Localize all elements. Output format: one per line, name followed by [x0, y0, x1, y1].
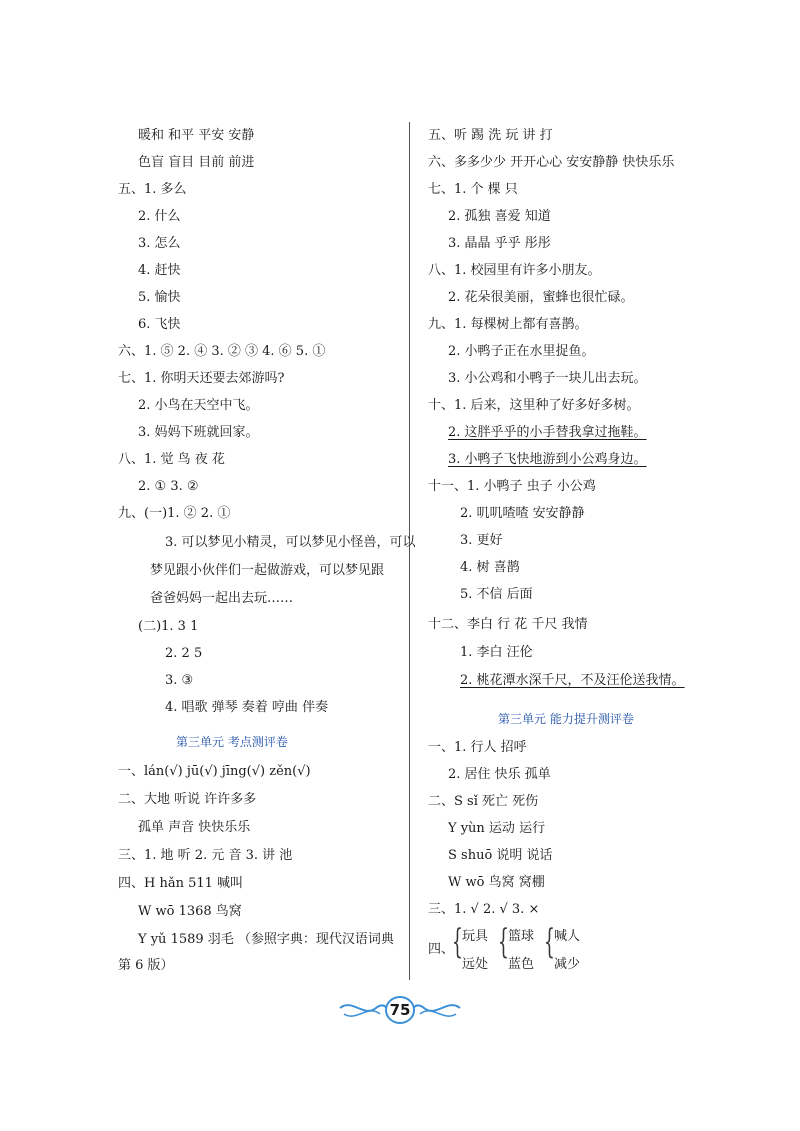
text-line: 2. 桃花潭水深千尺，不及汪伦送我情。 — [460, 673, 685, 688]
text-line: 3. 可以梦见小精灵，可以梦见小怪兽，可以 — [165, 535, 416, 550]
text-line: 2. 花朵很美丽，蜜蜂也很忙碌。 — [448, 290, 634, 305]
text-line: 2. 这胖乎乎的小手替我拿过拖鞋。 — [448, 425, 647, 440]
text-line: 3. ③ — [165, 673, 194, 688]
text-line: 2. ① 3. ② — [138, 479, 199, 494]
text-line: 四、 — [428, 942, 455, 957]
text-line: 6. 飞快 — [138, 317, 181, 332]
text-line: 3. 妈妈下班就回家。 — [138, 425, 259, 440]
text-line: 七、1. 个 棵 只 — [428, 182, 518, 197]
section-title: 第三单元 能力提升测评卷 — [498, 712, 634, 726]
section-title: 第三单元 考点测评卷 — [176, 735, 288, 749]
text-line: 3. 小鸭子飞快地游到小公鸡身边。 — [448, 452, 647, 467]
text-line: 3. 怎么 — [138, 236, 181, 251]
text-line: 十一、1. 小鸭子 虫子 小公鸡 — [428, 479, 596, 494]
text-line: 色盲 盲目 目前 前进 — [138, 155, 255, 170]
text-line: S shuō 说明 说话 — [448, 848, 553, 863]
text-line: 二、大地 听说 许许多多 — [118, 792, 257, 807]
text-line: 篮球 — [508, 929, 535, 944]
page-number: 75 — [389, 1001, 411, 1019]
text-line: 4. 树 喜鹊 — [460, 560, 520, 575]
divider-line — [409, 122, 410, 980]
text-line: 三、1. 地 听 2. 元 音 3. 讲 池 — [118, 848, 293, 863]
text-line: 七、1. 你明天还要去郊游吗? — [118, 371, 285, 386]
text-line: Y yǔ 1589 羽毛 （参照字典：现代汉语词典 — [138, 932, 394, 947]
text-line: 2. 小鸟在天空中飞。 — [138, 398, 259, 413]
text-line: 2. 2 5 — [165, 646, 203, 661]
text-line: 2. 居住 快乐 孤单 — [448, 767, 551, 782]
text-line: W wō 1368 鸟窝 — [138, 904, 242, 919]
text-line: 2. 孤独 喜爱 知道 — [448, 209, 551, 224]
text-line: 1. 李白 汪伦 — [460, 645, 533, 660]
brace-icon: { — [452, 922, 463, 962]
text-line: 3. 更好 — [460, 533, 503, 548]
text-line: 5. 愉快 — [138, 290, 181, 305]
text-line: 2. 叽叽喳喳 安安静静 — [460, 506, 585, 521]
text-line: Y yùn 运动 运行 — [448, 821, 546, 836]
text-line: 2. 小鸭子正在水里捉鱼。 — [448, 344, 595, 359]
text-line: 三、1. √ 2. √ 3. × — [428, 902, 540, 917]
text-line: 九、1. 每棵树上都有喜鹊。 — [428, 317, 588, 332]
text-line: 六、多多少少 开开心心 安安静静 快快乐乐 — [428, 155, 675, 170]
text-line: 爸爸妈妈一起出去玩…… — [150, 591, 294, 606]
text-line: 4. 赶快 — [138, 263, 181, 278]
text-line: 十二、李白 行 花 千尺 我情 — [428, 617, 588, 632]
text-line: 孤单 声音 快快乐乐 — [138, 820, 251, 835]
text-line: 暖和 和平 平安 安静 — [138, 128, 255, 143]
text-line: 第 6 版） — [118, 958, 174, 973]
text-line: 2. 什么 — [138, 209, 181, 224]
text-line: W wō 鸟窝 窝棚 — [448, 875, 545, 890]
text-line: 3. 小公鸡和小鸭子一块儿出去玩。 — [448, 371, 647, 386]
text-line: 4. 唱歌 弹琴 奏着 哼曲 伴奏 — [165, 700, 329, 715]
page-number-ornament — [330, 990, 470, 1030]
text-line: 二、S sǐ 死亡 死伤 — [428, 794, 539, 809]
text-line: 蓝色 — [508, 957, 535, 972]
text-line: 减少 — [554, 957, 581, 972]
text-line: 八、1. 觉 鸟 夜 花 — [118, 452, 225, 467]
text-line: 十、1. 后来，这里种了好多好多树。 — [428, 398, 640, 413]
text-line: 六、1. ⑤ 2. ④ 3. ② ③ 4. ⑥ 5. ① — [118, 344, 326, 359]
text-line: 五、1. 多么 — [118, 182, 187, 197]
text-line: 5. 不信 后面 — [460, 587, 533, 602]
text-line: 玩具 — [462, 929, 489, 944]
text-line: 一、lán(√) jū(√) jīng(√) zěn(√) — [118, 764, 311, 779]
text-line: 四、H hǎn 511 喊叫 — [118, 876, 244, 891]
text-line: 喊人 — [554, 929, 581, 944]
text-line: 3. 晶晶 乎乎 彤彤 — [448, 236, 551, 251]
brace-icon: { — [498, 922, 509, 962]
text-line: 五、听 踢 洗 玩 讲 打 — [428, 128, 553, 143]
text-line: (二)1. 3 1 — [138, 619, 199, 634]
text-line: 远处 — [462, 957, 489, 972]
brace-icon: { — [544, 922, 555, 962]
text-line: 八、1. 校园里有许多小朋友。 — [428, 263, 601, 278]
text-line: 梦见跟小伙伴们一起做游戏，可以梦见跟 — [150, 563, 385, 578]
text-line: 一、1. 行人 招呼 — [428, 740, 527, 755]
text-line: 九、(一)1. ② 2. ① — [118, 506, 231, 521]
